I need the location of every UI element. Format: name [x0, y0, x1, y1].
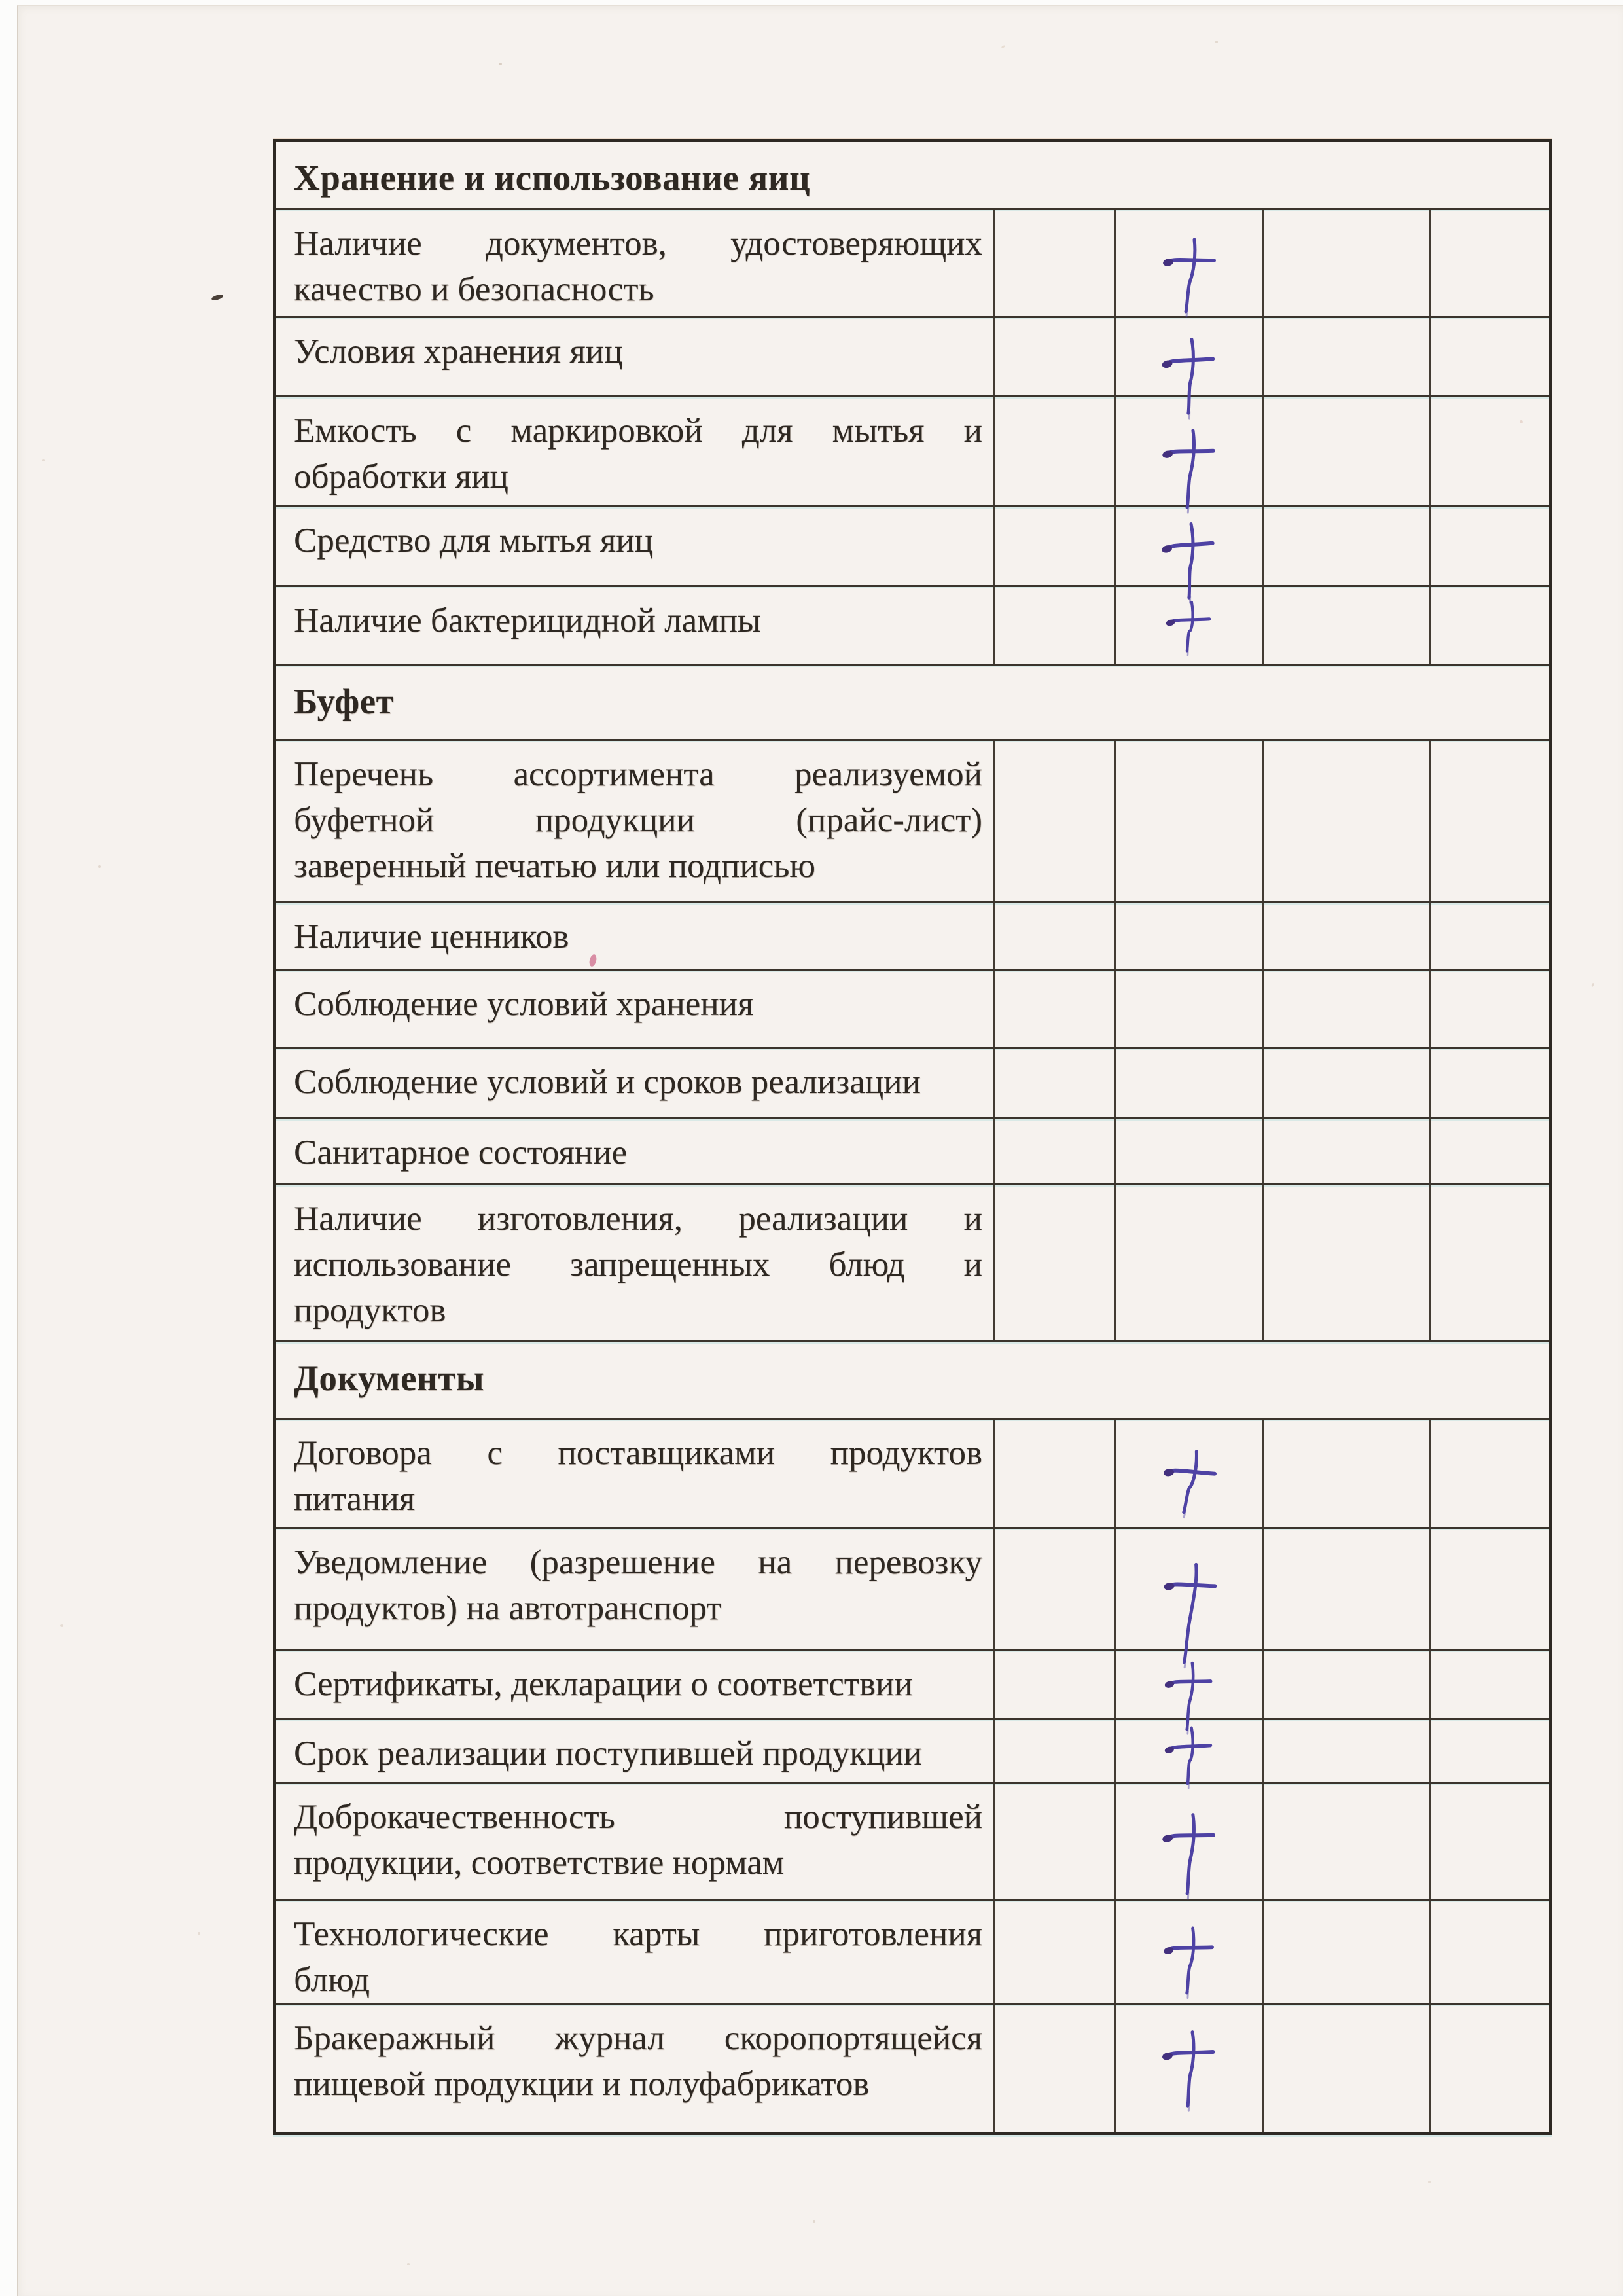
grade-cell-2: [1114, 397, 1262, 505]
grade-cell-4: [1429, 1720, 1549, 1782]
grade-cell-3: [1262, 397, 1429, 505]
grade-cell-3: [1262, 210, 1429, 316]
item-row: [276, 318, 1549, 397]
grade-cell-2: [1114, 1784, 1262, 1899]
item-row: [276, 1651, 1549, 1720]
pen-ink-blob: [1161, 2051, 1173, 2061]
pen-ink-blob: [1164, 1746, 1175, 1754]
scan-speckle: [499, 63, 502, 65]
criteria-text-line: Договора с поставщиками продуктов: [294, 1434, 982, 1472]
scan-speckle: [1215, 41, 1218, 43]
criteria-cell: [276, 971, 993, 1047]
criteria-text-line: Наличие изготовления, реализации и: [294, 1200, 982, 1238]
criteria-text-line: продуктов: [294, 1291, 446, 1329]
grade-cell-2: [1114, 903, 1262, 969]
criteria-text-line: заверенный печатью или подписью: [294, 847, 815, 885]
criteria-cell: [276, 1784, 993, 1899]
pen-ink-blob: [1162, 258, 1174, 267]
criteria-text-line: обработки яиц: [294, 457, 508, 495]
grade-cell-2: [1114, 741, 1262, 901]
grade-cell-1: [993, 318, 1114, 395]
grade-cell-3: [1262, 1529, 1429, 1649]
grade-cell-1: [993, 903, 1114, 969]
criteria-cell: [276, 507, 993, 585]
section-title: Документы: [294, 1358, 485, 1398]
grade-cell-4: [1429, 587, 1549, 664]
item-row: [276, 1529, 1549, 1651]
criteria-text-line: Сертификаты, декларации о соответствии: [294, 1665, 913, 1703]
grade-cell-2: [1114, 1651, 1262, 1718]
item-row: [276, 2005, 1549, 2132]
grade-cell-3: [1262, 587, 1429, 664]
grade-cell-1: [993, 1185, 1114, 1340]
criteria-text-line: продукции, соответствие нормам: [294, 1844, 785, 1882]
pen-ink-blob: [1166, 619, 1176, 628]
scan-speckle: [42, 459, 45, 461]
scan-speckle: [1428, 2181, 1431, 2183]
scan-speckle: [98, 865, 101, 868]
criteria-text-line: питания: [294, 1480, 416, 1518]
item-row: [276, 587, 1549, 666]
criteria-text-line: Наличие ценников: [294, 918, 569, 956]
grade-cell-3: [1262, 1119, 1429, 1183]
grade-cell-3: [1262, 1420, 1429, 1527]
item-row: [276, 1901, 1549, 2005]
scan-speckle: [198, 1932, 200, 1935]
grade-cell-1: [993, 1119, 1114, 1183]
criteria-text-line: Технологические карты приготовления: [294, 1915, 982, 1953]
grade-cell-1: [993, 587, 1114, 664]
scan-speckle: [60, 1624, 63, 1627]
grade-cell-1: [993, 1049, 1114, 1117]
grade-cell-1: [993, 1784, 1114, 1899]
pen-ink-blob: [1163, 1582, 1175, 1591]
criteria-cell: [276, 1529, 993, 1649]
criteria-text-line: Бракеражный журнал скоропортящейся: [294, 2019, 982, 2057]
criteria-cell: [276, 397, 993, 505]
grade-cell-4: [1429, 903, 1549, 969]
grade-cell-3: [1262, 2005, 1429, 2132]
grade-cell-1: [993, 507, 1114, 585]
section-title: Хранение и использование яиц: [294, 158, 811, 198]
grade-cell-3: [1262, 1651, 1429, 1718]
grade-cell-3: [1262, 1784, 1429, 1899]
criteria-text-line: качество и безопасность: [294, 270, 654, 308]
grade-cell-2: [1114, 1901, 1262, 2003]
handwritten-plus-mark: [1157, 1802, 1221, 1907]
grade-cell-3: [1262, 741, 1429, 901]
grade-cell-4: [1429, 397, 1549, 505]
item-row: [276, 210, 1549, 318]
criteria-text-line: Емкость с маркировкой для мытья и: [294, 412, 982, 450]
handwritten-plus-mark: [1156, 1437, 1222, 1528]
criteria-cell: [276, 1901, 993, 2003]
item-row: [276, 903, 1549, 971]
criteria-cell: [276, 1720, 993, 1782]
grade-cell-1: [993, 1420, 1114, 1527]
grade-cell-3: [1262, 903, 1429, 969]
handwritten-plus-mark: [1156, 2018, 1222, 2120]
grade-cell-2: [1114, 1420, 1262, 1527]
grade-cell-4: [1429, 1529, 1549, 1649]
grade-cell-4: [1429, 1901, 1549, 2003]
criteria-text-line: Доброкачественность поступившей: [294, 1798, 982, 1836]
grade-cell-4: [1429, 210, 1549, 316]
grade-cell-2: [1114, 507, 1262, 585]
handwritten-plus-mark: [1158, 1916, 1219, 2006]
grade-cell-1: [993, 971, 1114, 1047]
grade-cell-3: [1262, 1185, 1429, 1340]
handwritten-plus-mark: [1162, 591, 1217, 663]
criteria-text-line: Перечень ассортимента реализуемой: [294, 755, 982, 793]
criteria-text-line: Условия хранения яиц: [294, 332, 623, 370]
grade-cell-4: [1429, 2005, 1549, 2132]
checklist-table: [273, 139, 1552, 2135]
pen-ink-blob: [1160, 544, 1173, 554]
criteria-cell: [276, 587, 993, 664]
grade-cell-1: [993, 741, 1114, 901]
section-row: [276, 666, 1549, 741]
grade-cell-4: [1429, 1420, 1549, 1527]
item-row: [276, 1049, 1549, 1119]
item-row: [276, 1420, 1549, 1529]
criteria-text-line: буфетной продукции (прайс-лист): [294, 801, 982, 839]
grade-cell-2: [1114, 971, 1262, 1047]
grade-cell-3: [1262, 318, 1429, 395]
criteria-cell: [276, 318, 993, 395]
grade-cell-4: [1429, 971, 1549, 1047]
grade-cell-2: [1114, 210, 1262, 316]
handwritten-plus-mark: [1157, 418, 1221, 521]
grade-cell-2: [1114, 1049, 1262, 1117]
grade-cell-2: [1114, 2005, 1262, 2132]
criteria-cell: [276, 1185, 993, 1340]
criteria-text-line: Соблюдение условий хранения: [294, 985, 754, 1023]
criteria-text-line: продуктов) на автотранспорт: [294, 1589, 722, 1627]
item-row: [276, 507, 1549, 587]
criteria-cell: [276, 903, 993, 969]
criteria-cell: [276, 741, 993, 901]
item-row: [276, 1119, 1549, 1185]
grade-cell-1: [993, 1720, 1114, 1782]
grade-cell-1: [993, 210, 1114, 316]
criteria-cell: [276, 1119, 993, 1183]
grade-cell-2: [1114, 587, 1262, 664]
grade-cell-2: [1114, 1185, 1262, 1340]
criteria-cell: [276, 1420, 993, 1527]
section-row: [276, 142, 1549, 210]
grade-cell-4: [1429, 1119, 1549, 1183]
grade-cell-1: [993, 1529, 1114, 1649]
criteria-cell: [276, 210, 993, 316]
criteria-text-line: Наличие документов, удостоверяющих: [294, 224, 982, 262]
pen-ink-blob: [1162, 449, 1173, 459]
criteria-cell: [276, 2005, 993, 2132]
criteria-cell: [276, 1049, 993, 1117]
grade-cell-4: [1429, 1049, 1549, 1117]
grade-cell-2: [1114, 1720, 1262, 1782]
criteria-text-line: Наличие бактерицидной лампы: [294, 601, 761, 639]
pen-ink-blob: [1164, 1680, 1175, 1689]
item-row: [276, 397, 1549, 507]
grade-cell-2: [1114, 1119, 1262, 1183]
item-row: [276, 1720, 1549, 1784]
grade-cell-4: [1429, 741, 1549, 901]
criteria-cell: [276, 1651, 993, 1718]
grade-cell-1: [993, 1651, 1114, 1718]
grade-cell-4: [1429, 1651, 1549, 1718]
pen-ink-blob: [1162, 1834, 1173, 1844]
pen-ink-blob: [1163, 1946, 1174, 1955]
scan-speckle: [813, 2220, 815, 2223]
grade-cell-3: [1262, 971, 1429, 1047]
criteria-text-line: Санитарное состояние: [294, 1134, 628, 1172]
grade-cell-2: [1114, 318, 1262, 395]
pen-ink-blob: [1161, 359, 1173, 369]
grade-cell-3: [1262, 1049, 1429, 1117]
item-row: [276, 1185, 1549, 1342]
grade-cell-4: [1429, 1185, 1549, 1340]
grade-cell-4: [1429, 1784, 1549, 1899]
grade-cell-1: [993, 397, 1114, 505]
grade-cell-1: [993, 2005, 1114, 2132]
grade-cell-4: [1429, 507, 1549, 585]
section-row: [276, 1342, 1549, 1420]
scan-speckle: [1520, 420, 1523, 423]
item-row: [276, 971, 1549, 1049]
grade-cell-4: [1429, 318, 1549, 395]
handwritten-plus-mark: [1159, 228, 1219, 325]
criteria-text-line: Уведомление (разрешение на перевозку: [294, 1543, 982, 1581]
grade-cell-3: [1262, 507, 1429, 585]
grade-cell-3: [1262, 1901, 1429, 2003]
section-title: Буфет: [294, 681, 395, 721]
item-row: [276, 741, 1549, 903]
criteria-text-line: использование запрещенных блюд и: [294, 1246, 982, 1283]
criteria-text-line: Срок реализации поступившей продукции: [294, 1734, 923, 1772]
criteria-text-line: блюд: [294, 1961, 370, 1999]
criteria-text-line: Средство для мытья яиц: [294, 522, 653, 560]
criteria-text-line: Соблюдение условий и сроков реализации: [294, 1063, 921, 1101]
grade-cell-1: [993, 1901, 1114, 2003]
grade-cell-2: [1114, 1529, 1262, 1649]
scan-speckle: [407, 2263, 410, 2265]
grade-cell-3: [1262, 1720, 1429, 1782]
criteria-text-line: пищевой продукции и полуфабрикатов: [294, 2065, 870, 2103]
item-row: [276, 1784, 1549, 1901]
pen-ink-blob: [1163, 1468, 1174, 1477]
